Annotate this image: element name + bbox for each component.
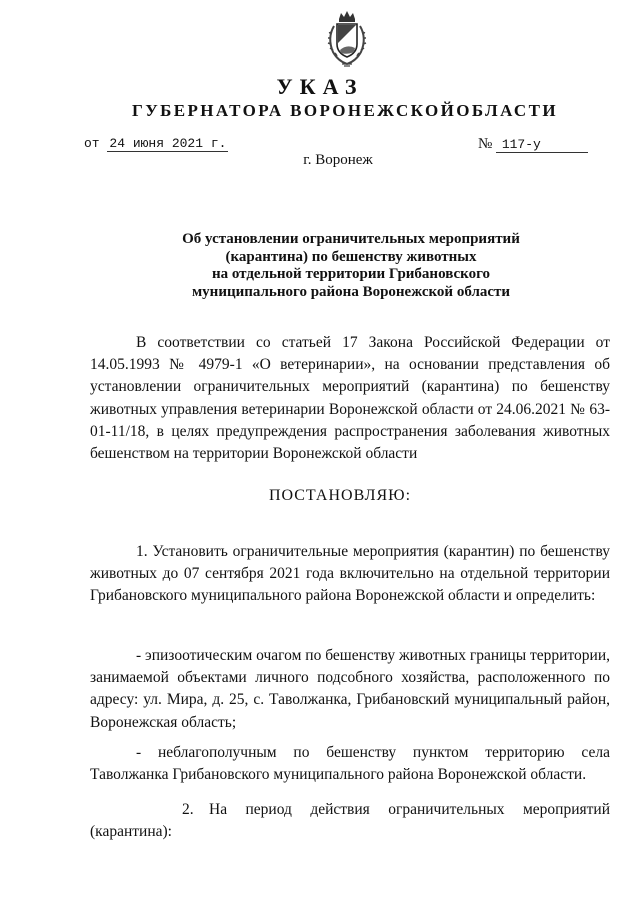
heading-line: Об установлении ограничительных мероприятий (182, 231, 520, 247)
decree-issuer: ГУБЕРНАТОРА ВОРОНЕЖСКОЙОБЛАСТИ (132, 101, 558, 120)
heading-line: на отдельной территории Грибановского (211, 266, 491, 282)
number-sign: № (478, 136, 493, 152)
heading-line: муниципального района Воронежской области (191, 283, 511, 300)
decree-city: г. Воронеж (303, 152, 373, 168)
item-1b-paragraph: - неблагополучным по бешенству пунктом территорию села Таволжанка Грибановского муниципального района Воронежской области. (90, 744, 610, 784)
item-2-text: На период действия ограничительных мероприятий (карантина): (90, 801, 610, 841)
decree-title: УКАЗ (276, 74, 364, 99)
item-1a-paragraph: - эпизоотическим очагом по бешенству животных границы территории, занимаемой объектами личного подсобного хозяйства, расположенного по адресу: ул. Мира, д. 25, с. Таволжанка, Грибановский муниципальный район, Воронежская область; (90, 647, 610, 731)
decree-heading (0, 231, 640, 301)
preamble-paragraph: В соответствии со статьей 17 Закона Российской Федерации от 14.05.1993 № 4979-1 «О ветеринарии», на основании представления об установлении ограничительных мероприятий (карантина) по бешенству животных управления ветеринарии Воронежской области от 24.06.2021 № 63-01-11/18, в целях предупреждения распространения заболевания животных бешенством на территории Воронежской области (90, 334, 610, 463)
item-1-paragraph: 1. Установить ограничительные мероприятия (карантин) по бешенству животных до 07 сентября 2021 года включительно на отдельной территории Грибановского муниципального района Воронежской области и определить: (90, 543, 610, 605)
coat-of-arms-icon (324, 10, 370, 68)
decree-number-line (478, 136, 588, 153)
decree-number: 117-у (496, 137, 588, 153)
item-2-paragraph (90, 799, 610, 843)
date-prefix: от (84, 136, 100, 151)
decree-date-line (84, 136, 228, 151)
resolve-heading: ПОСТАНОВЛЯЮ: (268, 487, 412, 504)
item-2-number: 2. (182, 801, 194, 818)
decree-date: 24 июня 2021 г. (109, 136, 227, 151)
heading-line: (карантина) по бешенству животных (225, 248, 477, 265)
